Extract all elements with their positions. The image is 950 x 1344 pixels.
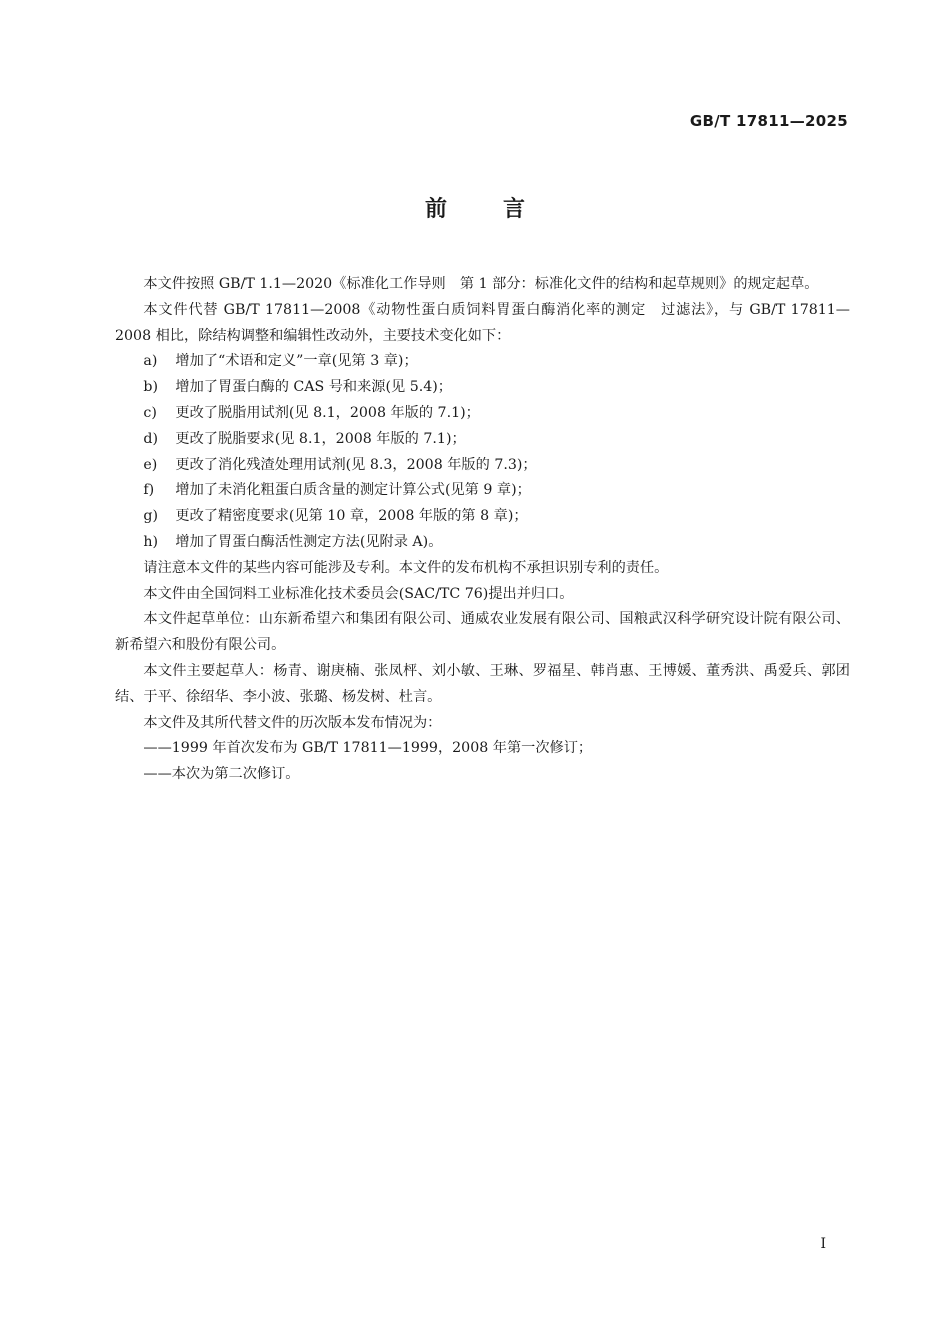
list-item	[115, 349, 850, 375]
list-item-label: f)	[143, 482, 155, 499]
paragraph-history-intro: 本文件及其所代替文件的历次版本发布情况为：	[143, 714, 442, 731]
paragraph-replacement: 本文件代替 GB/T 17811—2008《动物性蛋白质饲料胃蛋白酶消化率的测定 过滤法》，与 GB/T 17811—2008 相比，除结构调整和编辑性改动外，主要技术变化如下：	[115, 301, 850, 344]
list-item-text: 增加了胃蛋白酶活性测定方法(见附录 A)。	[175, 533, 443, 550]
list-item	[115, 478, 850, 504]
list-item-text: 增加了未消化粗蛋白质含量的测定计算公式(见第 9 章)；	[175, 482, 531, 499]
list-item-text: 增加了“术语和定义”一章(见第 3 章)；	[175, 353, 418, 370]
list-item-label: a)	[143, 353, 158, 370]
paragraph-patent-notice: 请注意本文件的某些内容可能涉及专利。本文件的发布机构不承担识别专利的责任。	[143, 559, 669, 576]
list-item-label: c)	[143, 404, 157, 421]
list-item	[115, 504, 850, 530]
paragraph-drafters: 本文件主要起草人：杨青、谢庚楠、张凤枰、刘小敏、王琳、罗福星、韩肖惠、王博媛、董秀洪、禹爱兵、郭团结、于平、徐绍华、李小波、张璐、杨发树、杜言。	[115, 662, 850, 705]
list-item-text: 更改了精密度要求(见第 10 章，2008 年版的第 8 章)；	[175, 508, 528, 525]
list-item-text: 增加了胃蛋白酶的 CAS 号和来源(见 5.4)；	[175, 379, 452, 396]
paragraph-history-2: ——本次为第二次修订。	[143, 766, 300, 783]
list-item-label: b)	[143, 379, 159, 396]
list-item	[115, 530, 850, 556]
list-item-label: h)	[143, 533, 159, 550]
paragraph-history-1: ——1999 年首次发布为 GB/T 17811—1999，2008 年第一次修订；	[143, 740, 593, 757]
list-item	[115, 453, 850, 479]
foreword-body	[115, 272, 850, 788]
list-item-text: 更改了脱脂用试剂(见 8.1，2008 年版的 7.1)；	[175, 404, 480, 421]
page-title	[0, 192, 950, 223]
list-item-label: d)	[143, 430, 159, 447]
list-item	[115, 375, 850, 401]
list-item-text: 更改了消化残渣处理用试剂(见 8.3，2008 年版的 7.3)；	[175, 456, 537, 473]
title-char-1: 前	[424, 197, 447, 222]
list-item	[115, 401, 850, 427]
title-char-2: 言	[503, 197, 526, 222]
page-number: I	[820, 1236, 826, 1252]
list-item	[115, 427, 850, 453]
list-item-text: 更改了脱脂要求(见 8.1，2008 年版的 7.1)；	[175, 430, 466, 447]
list-item-label: g)	[143, 508, 159, 525]
standard-code: GB/T 17811—2025	[689, 112, 848, 130]
list-item-label: e)	[143, 456, 158, 473]
paragraph-drafting-rules: 本文件按照 GB/T 1.1—2020《标准化工作导则 第 1 部分：标准化文件的结构和起草规则》的规定起草。	[143, 276, 819, 292]
paragraph-committee: 本文件由全国饲料工业标准化技术委员会(SAC/TC 76)提出并归口。	[143, 585, 574, 602]
paragraph-drafting-units: 本文件起草单位：山东新希望六和集团有限公司、通威农业发展有限公司、国粮武汉科学研究设计院有限公司、新希望六和股份有限公司。	[115, 611, 850, 654]
